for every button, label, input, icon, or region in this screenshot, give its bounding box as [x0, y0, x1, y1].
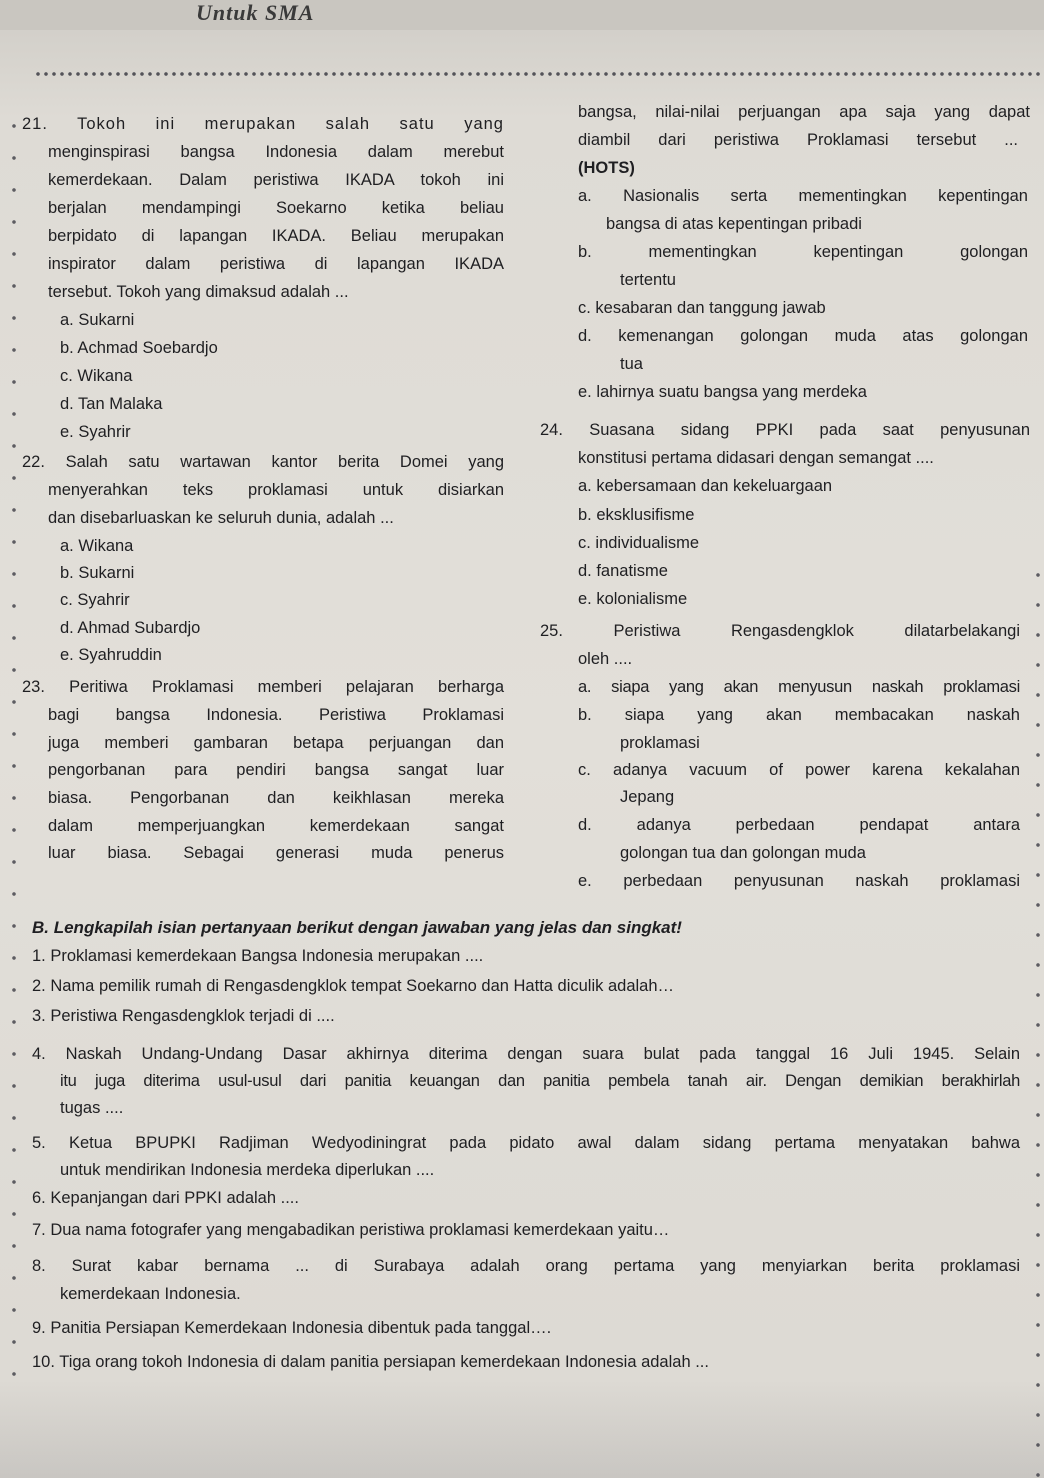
dotted-border-top — [34, 70, 1044, 78]
q23-cont-line-1: bangsa, nilai-nilai perjuangan apa saja yang dapat — [578, 103, 1030, 121]
q24-option-e: e. kolonialisme — [578, 590, 688, 608]
section-b-item-4-line-2: itu juga diterima usul-usul dari panitia keuangan dan panitia pembela tanah air. Dengan demikian berakhirlah — [60, 1072, 1020, 1090]
q23-cont-line-2: diambil dari peristiwa Proklamasi tersebut ... — [578, 131, 1018, 149]
q23-option-a-1: a. Nasionalis serta mementingkan kepentingan — [578, 187, 1028, 205]
section-b-item-3: 3. Peristiwa Rengasdengklok terjadi di .... — [32, 1007, 335, 1025]
q25-line-1: 25. Peristiwa Rengasdengklok dilatarbelakangi — [540, 622, 1020, 640]
section-b-item-5-line-1: 5. Ketua BPUPKI Radjiman Wedyodiningrat pada pidato awal dalam sidang pertama menyatakan bahwa — [32, 1134, 1020, 1152]
q22-line-1: 22. Salah satu wartawan kantor berita Domei yang — [22, 453, 504, 471]
section-b-item-5-line-2: untuk mendirikan Indonesia merdeka diperlukan .... — [60, 1161, 435, 1179]
q23-line-7: luar biasa. Sebagai generasi muda penerus — [48, 844, 504, 862]
q25-option-a: a. siapa yang akan menyusun naskah proklamasi — [578, 678, 1020, 696]
header-strip — [0, 0, 1044, 30]
q22-option-e: e. Syahruddin — [60, 646, 162, 664]
q21-line-4: berjalan mendampingi Soekarno ketika beliau — [48, 199, 504, 217]
q23-line-2: bagi bangsa Indonesia. Peristiwa Proklamasi — [48, 706, 504, 724]
q22-option-a: a. Wikana — [60, 537, 134, 555]
section-b-item-8-line-1: 8. Surat kabar bernama ... di Surabaya adalah orang pertama yang menyiarkan berita proklamasi — [32, 1257, 1020, 1275]
q21-line-2: menginspirasi bangsa Indonesia dalam merebut — [48, 143, 504, 161]
section-b-item-1: 1. Proklamasi kemerdekaan Bangsa Indonesia merupakan .... — [32, 947, 484, 965]
q22-option-d: d. Ahmad Subardjo — [60, 619, 201, 637]
q21-line-7: tersebut. Tokoh yang dimaksud adalah ... — [48, 283, 349, 301]
section-b-item-4-line-3: tugas .... — [60, 1099, 124, 1117]
q21-option-a: a. Sukarni — [60, 311, 135, 329]
q23-option-d-2: tua — [620, 355, 643, 373]
q21-option-c: c. Wikana — [60, 367, 133, 385]
q25-option-d-1: d. adanya perbedaan pendapat antara — [578, 816, 1020, 834]
q24-option-b: b. eksklusifisme — [578, 506, 695, 524]
q23-hots-label: (HOTS) — [578, 159, 635, 177]
q21-line-3: kemerdekaan. Dalam peristiwa IKADA tokoh ini — [48, 171, 504, 189]
q24-option-c: c. individualisme — [578, 534, 700, 552]
q24-line-2: konstitusi pertama didasari dengan semangat .... — [578, 449, 934, 467]
section-b-item-2: 2. Nama pemilik rumah di Rengasdengklok tempat Soekarno dan Hatta diculik adalah… — [32, 977, 675, 995]
q21-option-d: d. Tan Malaka — [60, 395, 163, 413]
q25-option-c-2: Jepang — [620, 788, 675, 806]
section-b-item-4-line-1: 4. Naskah Undang-Undang Dasar akhirnya diterima dengan suara bulat pada tanggal 16 Juli 1945. Selain — [32, 1045, 1020, 1063]
q25-option-c-1: c. adanya vacuum of power karena kekalahan — [578, 761, 1020, 779]
q25-line-2: oleh .... — [578, 650, 633, 668]
q24-option-d: d. fanatisme — [578, 562, 668, 580]
q25-option-d-2: golongan tua dan golongan muda — [620, 844, 866, 862]
q23-line-4: pengorbanan para pendiri bangsa sangat luar — [48, 761, 504, 779]
section-b-item-8-line-2: kemerdekaan Indonesia. — [60, 1285, 241, 1303]
dotted-border-right — [1034, 560, 1042, 1478]
section-b-item-7: 7. Dua nama fotografer yang mengabadikan peristiwa proklamasi kemerdekaan yaitu… — [32, 1221, 670, 1239]
q23-option-b-1: b. mementingkan kepentingan golongan — [578, 243, 1028, 261]
q23-option-b-2: tertentu — [620, 271, 676, 289]
section-b-title: B. Lengkapilah isian pertanyaan berikut dengan jawaban yang jelas dan singkat! — [32, 918, 682, 937]
q21-option-b: b. Achmad Soebardjo — [60, 339, 218, 357]
q22-line-2: menyerahkan teks proklamasi untuk disiarkan — [48, 481, 504, 499]
q23-line-6: dalam memperjuangkan kemerdekaan sangat — [48, 817, 504, 835]
section-b-item-10: 10. Tiga orang tokoh Indonesia di dalam panitia persiapan kemerdekaan Indonesia adalah ... — [32, 1353, 709, 1371]
q21-line-5: berpidato di lapangan IKADA. Beliau merupakan — [48, 227, 504, 245]
q23-line-3: juga memberi gambaran betapa perjuangan dan — [48, 734, 504, 752]
q23-line-5: biasa. Pengorbanan dan keikhlasan mereka — [48, 789, 504, 807]
q25-option-b-1: b. siapa yang akan membacakan naskah — [578, 706, 1020, 724]
q21-line-6: inspirator dalam peristiwa di lapangan IKADA — [48, 255, 504, 273]
section-b-item-6: 6. Kepanjangan dari PPKI adalah .... — [32, 1189, 299, 1207]
header-title: Untuk SMA — [196, 0, 315, 22]
bottom-shadow — [0, 1380, 1044, 1478]
q23-option-a-2: bangsa di atas kepentingan pribadi — [606, 215, 862, 233]
q24-option-a: a. kebersamaan dan kekeluargaan — [578, 477, 833, 495]
q23-option-c: c. kesabaran dan tanggung jawab — [578, 299, 826, 317]
q23-option-d-1: d. kemenangan golongan muda atas golongan — [578, 327, 1028, 345]
section-b-item-9: 9. Panitia Persiapan Kemerdekaan Indonesia dibentuk pada tanggal…. — [32, 1319, 552, 1337]
q24-line-1: 24. Suasana sidang PPKI pada saat penyusunan — [540, 421, 1030, 439]
q22-line-3: dan disebarluaskan ke seluruh dunia, adalah ... — [48, 509, 394, 527]
q22-option-b: b. Sukarni — [60, 564, 135, 582]
q23-option-e: e. lahirnya suatu bangsa yang merdeka — [578, 383, 867, 401]
q21-line-1: 21. Tokoh ini merupakan salah satu yang — [22, 115, 504, 133]
q21-option-e: e. Syahrir — [60, 423, 131, 441]
dotted-border-left — [10, 110, 18, 1400]
q25-option-b-2: proklamasi — [620, 734, 700, 752]
q22-option-c: c. Syahrir — [60, 591, 130, 609]
q23-line-1: 23. Peritiwa Proklamasi memberi pelajaran berharga — [22, 678, 504, 696]
q25-option-e: e. perbedaan penyusunan naskah proklamasi — [578, 872, 1020, 890]
